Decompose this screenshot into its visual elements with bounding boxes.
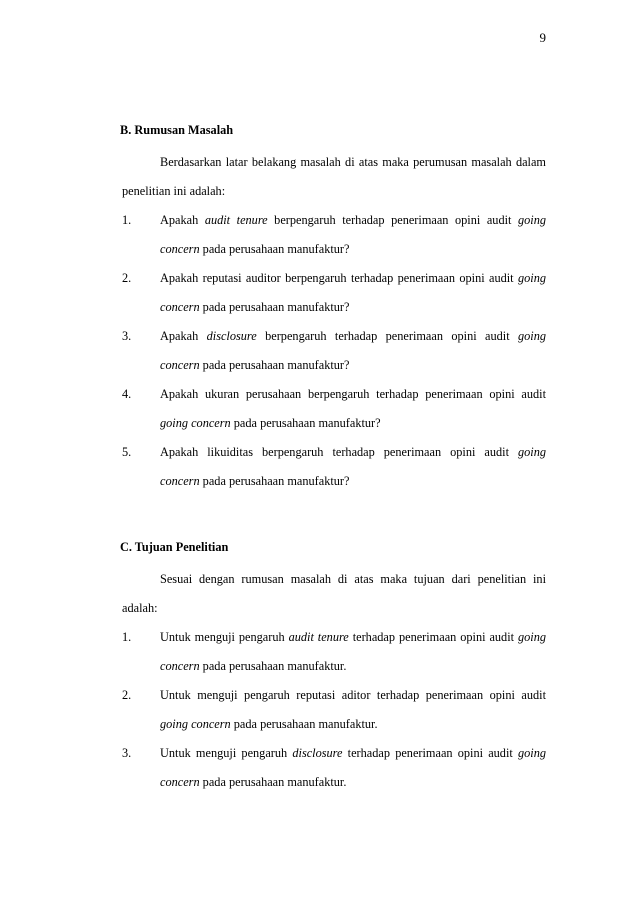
item-text: pada perusahaan manufaktur? — [199, 242, 350, 256]
item-text: Apakah ukuran perusahaan berpengaruh terhadap penerimaan opini audit — [160, 387, 546, 401]
item-text: Untuk menguji pengaruh reputasi aditor terhadap penerimaan opini audit — [160, 688, 546, 702]
item-number: 1. — [122, 213, 132, 227]
section-rumusan-masalah — [120, 120, 546, 496]
item-italic-term: disclosure — [206, 329, 257, 343]
item-italic-term: going concern — [160, 445, 546, 488]
item-text: pada perusahaan manufaktur. — [199, 659, 347, 673]
list-item — [122, 623, 546, 681]
item-text: pada perusahaan manufaktur? — [199, 358, 350, 372]
item-text: pada perusahaan manufaktur? — [199, 474, 350, 488]
item-italic-term: audit tenure — [204, 213, 268, 227]
section-heading: B. Rumusan Masalah — [120, 123, 234, 137]
item-number: 2. — [122, 271, 132, 285]
section-tujuan-penelitian — [120, 537, 546, 797]
item-text: terhadap penerimaan opini audit — [342, 746, 518, 760]
item-italic-term: going concern — [160, 717, 231, 731]
list-item — [122, 322, 546, 380]
item-text: pada perusahaan manufaktur? — [230, 416, 381, 430]
item-number: 4. — [122, 387, 132, 401]
item-number: 5. — [122, 445, 132, 459]
item-text: Apakah — [160, 329, 207, 343]
item-text: pada perusahaan manufaktur? — [199, 300, 350, 314]
list-item — [122, 739, 546, 797]
item-text: pada perusahaan manufaktur. — [230, 717, 378, 731]
item-number: 3. — [122, 746, 132, 760]
intro-paragraph: Berdasarkan latar belakang masalah di atas maka perumusan masalah dalam penelitian ini adalah: — [122, 155, 546, 198]
item-text: Untuk menguji pengaruh — [160, 746, 293, 760]
item-italic-term: going concern — [160, 329, 546, 372]
item-text: Apakah — [160, 213, 205, 227]
item-text: berpengaruh terhadap penerimaan opini audit — [267, 213, 518, 227]
objective-list — [120, 623, 546, 797]
item-italic-term: going concern — [160, 271, 546, 314]
list-item — [122, 206, 546, 264]
item-text: terhadap penerimaan opini audit — [348, 630, 518, 644]
item-text: pada perusahaan manufaktur. — [199, 775, 347, 789]
section-heading: C. Tujuan Penelitian — [120, 540, 229, 554]
list-item — [122, 264, 546, 322]
item-italic-term: going concern — [160, 746, 546, 789]
problem-list — [120, 206, 546, 496]
item-number: 1. — [122, 630, 132, 644]
item-italic-term: going concern — [160, 416, 231, 430]
list-item — [122, 380, 546, 438]
item-text: berpengaruh terhadap penerimaan opini audit — [256, 329, 518, 343]
intro-paragraph: Sesuai dengan rumusan masalah di atas maka tujuan dari penelitian ini adalah: — [122, 572, 546, 615]
item-italic-term: disclosure — [292, 746, 343, 760]
item-italic-term: audit tenure — [288, 630, 349, 644]
item-text: Apakah reputasi auditor berpengaruh terhadap penerimaan opini audit — [160, 271, 518, 285]
page-number: 9 — [539, 30, 546, 45]
item-italic-term: going concern — [160, 213, 547, 256]
item-number: 2. — [122, 688, 132, 702]
item-italic-term: going concern — [160, 630, 546, 673]
item-text: Apakah likuiditas berpengaruh terhadap penerimaan opini audit — [160, 445, 518, 459]
item-text: Untuk menguji pengaruh — [160, 630, 289, 644]
list-item — [122, 438, 546, 496]
list-item — [122, 681, 546, 739]
item-number: 3. — [122, 329, 132, 343]
